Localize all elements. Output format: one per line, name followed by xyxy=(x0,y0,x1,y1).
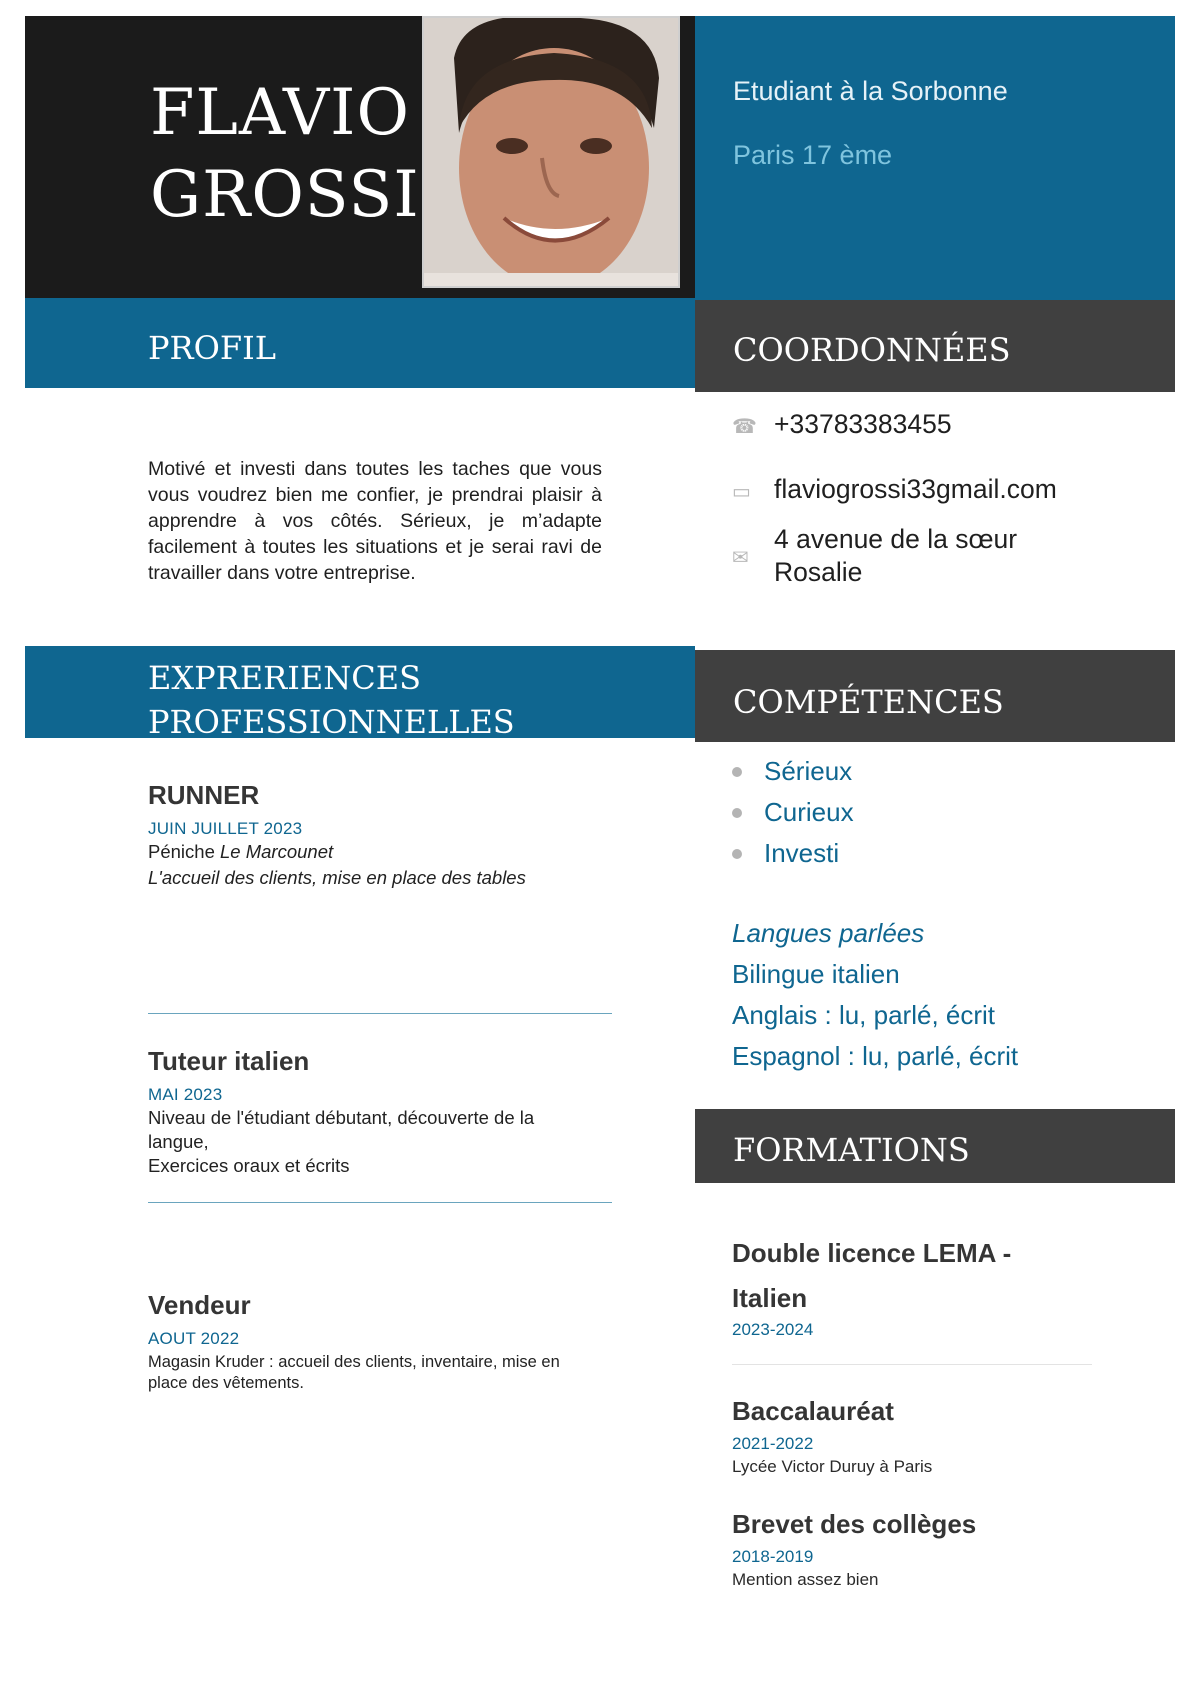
bullet-icon xyxy=(732,767,742,777)
job-place-prefix: Péniche xyxy=(148,841,220,862)
skill-item xyxy=(732,797,854,828)
education-title: Brevet des collèges xyxy=(732,1509,977,1539)
experience-heading-line1: EXPRERIENCES xyxy=(148,659,421,697)
skill-item xyxy=(732,756,852,787)
language-item: Espagnol : lu, parlé, écrit xyxy=(732,1041,1019,1071)
email-icon: ▭ xyxy=(732,481,751,503)
job-title: Tuteur italien xyxy=(148,1046,310,1076)
first-name: FLAVIO xyxy=(150,76,410,150)
bullet-icon xyxy=(732,808,742,818)
education-title: Baccalauréat xyxy=(732,1396,894,1426)
skill-label: Investi xyxy=(764,838,840,868)
experience-heading-line2: PROFESSIONNELLES xyxy=(148,703,515,741)
divider xyxy=(148,1013,612,1014)
language-item: Anglais : lu, parlé, écrit xyxy=(732,1000,996,1030)
education-detail: Lycée Victor Duruy à Paris xyxy=(732,1457,933,1476)
divider xyxy=(732,1364,1092,1365)
job-date: JUIN JUILLET 2023 xyxy=(148,819,303,838)
contact-address xyxy=(732,523,1064,589)
job-description: Magasin Kruder : accueil des clients, inventaire, mise en place des vêtements. xyxy=(148,1353,560,1392)
job-place-name: Le Marcounet xyxy=(220,841,334,862)
profile-summary: Motivé et investi dans toutes les taches que vous vous voudrez bien me confier, je prendrai plaisir à apprendre à vos côtés. Sérieux, je m’adapte facilement à toutes les situations et je serai ravi de travailler dans votre entreprise. xyxy=(148,458,602,584)
skill-label: Curieux xyxy=(764,797,854,827)
contact-email xyxy=(732,473,1094,506)
education-title: Double licence LEMA - xyxy=(732,1238,1012,1268)
education-detail: Mention assez bien xyxy=(732,1570,879,1589)
phone-number: +33783383455 xyxy=(774,409,952,439)
contact-phone xyxy=(732,408,1094,441)
email-address: flaviogrossi33gmail.com xyxy=(774,474,1057,504)
profile-photo xyxy=(422,16,680,288)
job-date: MAI 2023 xyxy=(148,1085,223,1104)
candidate-name xyxy=(150,72,420,236)
job-description: L'accueil des clients, mise en place des tables xyxy=(148,867,526,888)
job-place xyxy=(148,840,593,864)
student-status: Etudiant à la Sorbonne xyxy=(733,76,1008,106)
job-description: Exercices oraux et écrits xyxy=(148,1155,350,1176)
skill-label: Sérieux xyxy=(764,756,853,786)
skill-item xyxy=(732,838,839,869)
address-icon: ✉ xyxy=(732,547,749,569)
job-date: AOUT 2022 xyxy=(148,1329,240,1348)
education-date: 2021-2022 xyxy=(732,1434,814,1453)
location: Paris 17 ème xyxy=(733,140,893,170)
education-date: 2018-2019 xyxy=(732,1547,814,1566)
education-title: Italien xyxy=(732,1283,808,1313)
profile-section-bar xyxy=(25,298,695,388)
bullet-icon xyxy=(732,849,742,859)
education-date: 2023-2024 xyxy=(732,1320,814,1339)
language-item: Bilingue italien xyxy=(732,959,900,989)
last-name: GROSSI xyxy=(150,158,420,232)
job-title: Vendeur xyxy=(148,1290,251,1320)
education-heading: FORMATIONS xyxy=(733,1131,970,1169)
job-description: Niveau de l'étudiant débutant, découverte de la langue, xyxy=(148,1107,535,1152)
experience-heading xyxy=(148,656,515,744)
contact-heading: COORDONNÉES xyxy=(733,331,1011,369)
skills-heading: COMPÉTENCES xyxy=(733,683,1004,721)
postal-address: 4 avenue de la sœur Rosalie xyxy=(774,524,1018,587)
job-title: RUNNER xyxy=(148,780,260,810)
divider xyxy=(148,1202,612,1203)
profile-heading: PROFIL xyxy=(148,329,276,367)
portrait-image xyxy=(424,18,680,288)
languages-heading: Langues parlées xyxy=(732,918,925,948)
phone-icon: ☎ xyxy=(732,416,757,438)
